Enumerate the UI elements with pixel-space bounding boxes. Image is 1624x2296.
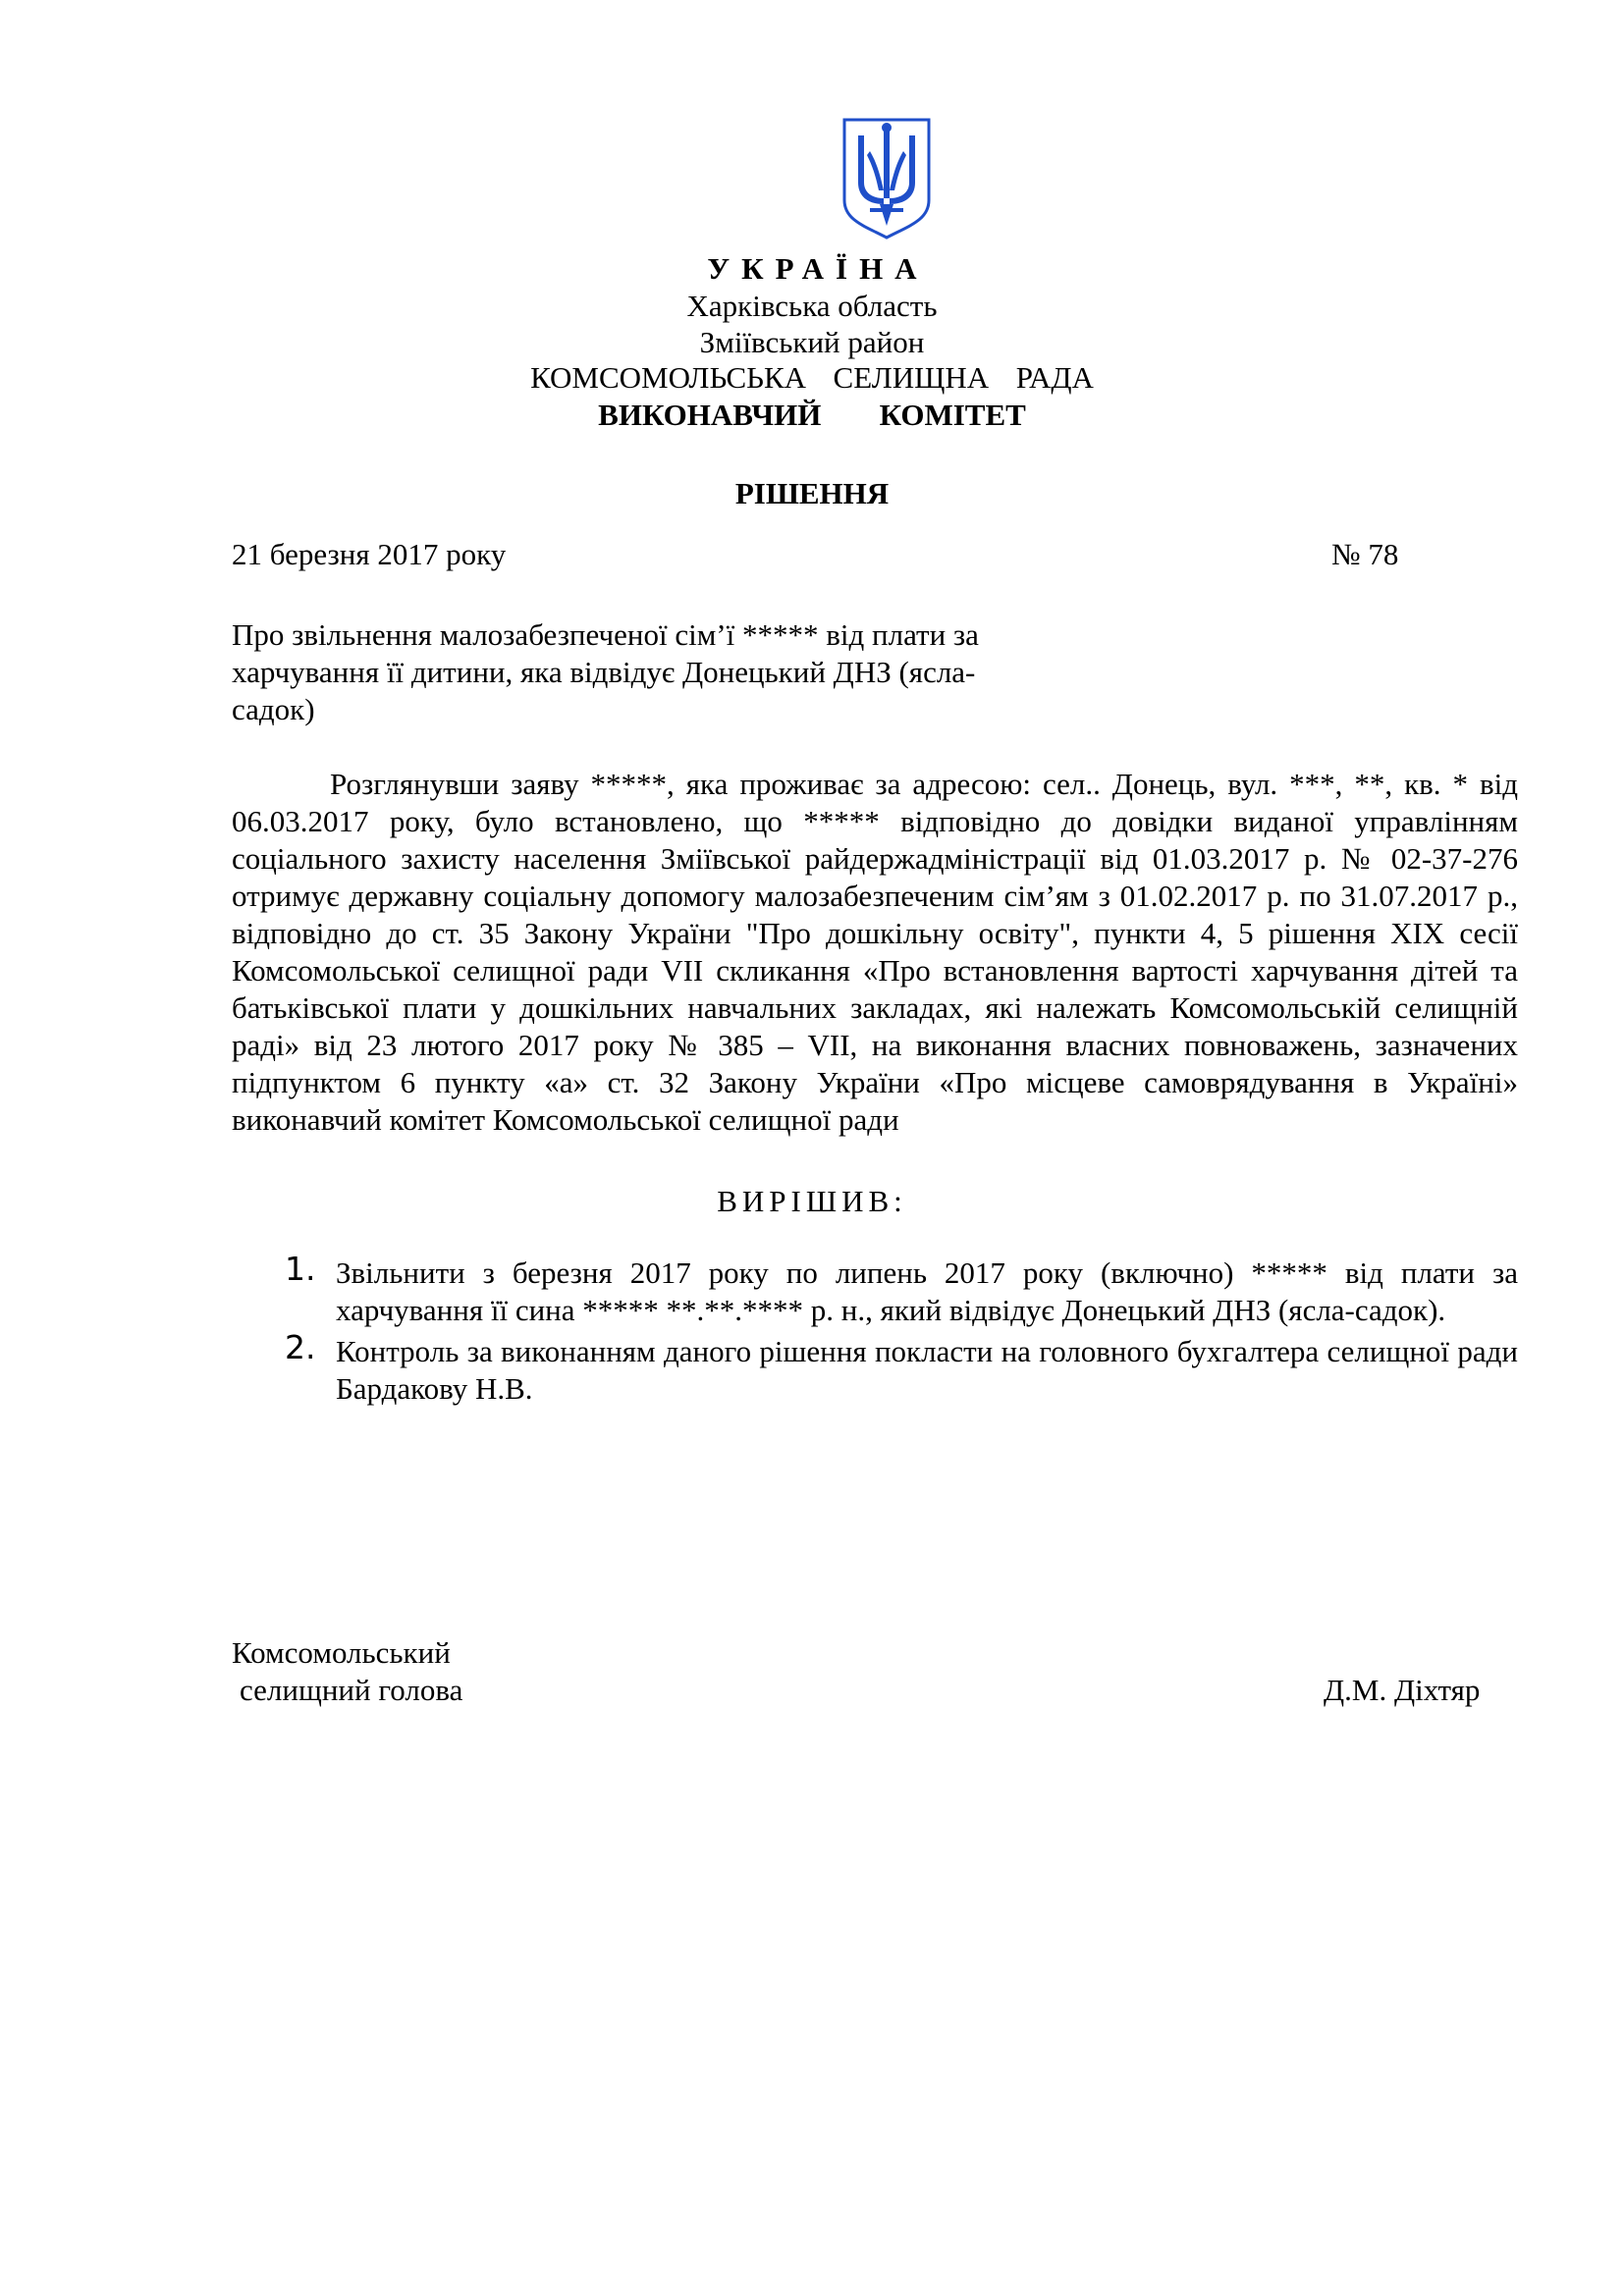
list-item-number: 1. <box>285 1250 316 1288</box>
list-item <box>285 1250 1518 1329</box>
decision-date: 21 березня 2017 року <box>232 537 507 571</box>
document-type: РІШЕННЯ <box>734 476 890 510</box>
decision-subject: Про звільнення малозабезпеченої сім’ї ***** від плати за харчування її дитини, яка відвідує Донецький ДНЗ (ясла-садок) <box>232 617 979 726</box>
decision-preamble: Розглянувши заяву *****, яка проживає за адресою: сел.. Донець, вул. ***, **, кв. * від 06.03.2017 року, було встановлено, що ***** відповідно до довідки виданої управлінням соціального захисту населення Зміївської райдержадміністрації від 01.03.2017 р. № 02-37-276 отримує державну соціальну допомогу малозабезпеченим сім’ям з 01.02.2017 р. по 31.07.2017 р., відповідно до ст. 35 Закону України "Про дошкільну освіту", пункти 4, 5 рішення ХІХ сесії Комсомольської селищної ради VІІ скликання «Про встановлення вартості харчування дітей та батьківської плати у дошкільних навчальних закладах, які належать Комсомольській селищній раді» від 23 лютого 2017 року № 385 – VІІ, на виконання власних повноважень, зазначених підпунктом 6 пункту «а» ст. 32 Закону України «Про місцеве самоврядування в Україні» виконавчий комітет Комсомольської селищної ради <box>232 767 1518 1137</box>
signatory-title <box>232 1634 462 1709</box>
signatory-title-line2: селищний голова <box>240 1673 463 1707</box>
district-name: Зміївський район <box>699 325 925 359</box>
decided-heading: ВИРІШИВ: <box>717 1184 907 1218</box>
signatory-name: Д.М. Діхтяр <box>1324 1673 1481 1707</box>
decision-number: № 78 <box>1331 537 1399 571</box>
region-name: Харківська область <box>686 289 938 323</box>
list-item-text: Контроль за виконанням даного рішення покласти на головного бухгалтера селищної ради Бардакову Н.В. <box>336 1334 1518 1406</box>
ukraine-trident-icon <box>840 116 933 241</box>
committee-name: ВИКОНАВЧИЙ КОМІТЕТ <box>598 398 1026 432</box>
list-item-text: Звільнити з березня 2017 року по липень 2017 року (включно) ***** від плати за харчування її сина ***** **.**.**** р. н., який відвідує Донецький ДНЗ (ясла-садок). <box>336 1255 1518 1327</box>
signatory-title-line1: Комсомольський <box>232 1635 451 1670</box>
list-item-number: 2. <box>285 1328 316 1366</box>
council-name: КОМСОМОЛЬСЬКА СЕЛИЩНА РАДА <box>530 360 1094 395</box>
decision-list <box>285 1250 1518 1412</box>
list-item <box>285 1328 1518 1408</box>
country-name: УКРАЇНА <box>707 251 929 286</box>
